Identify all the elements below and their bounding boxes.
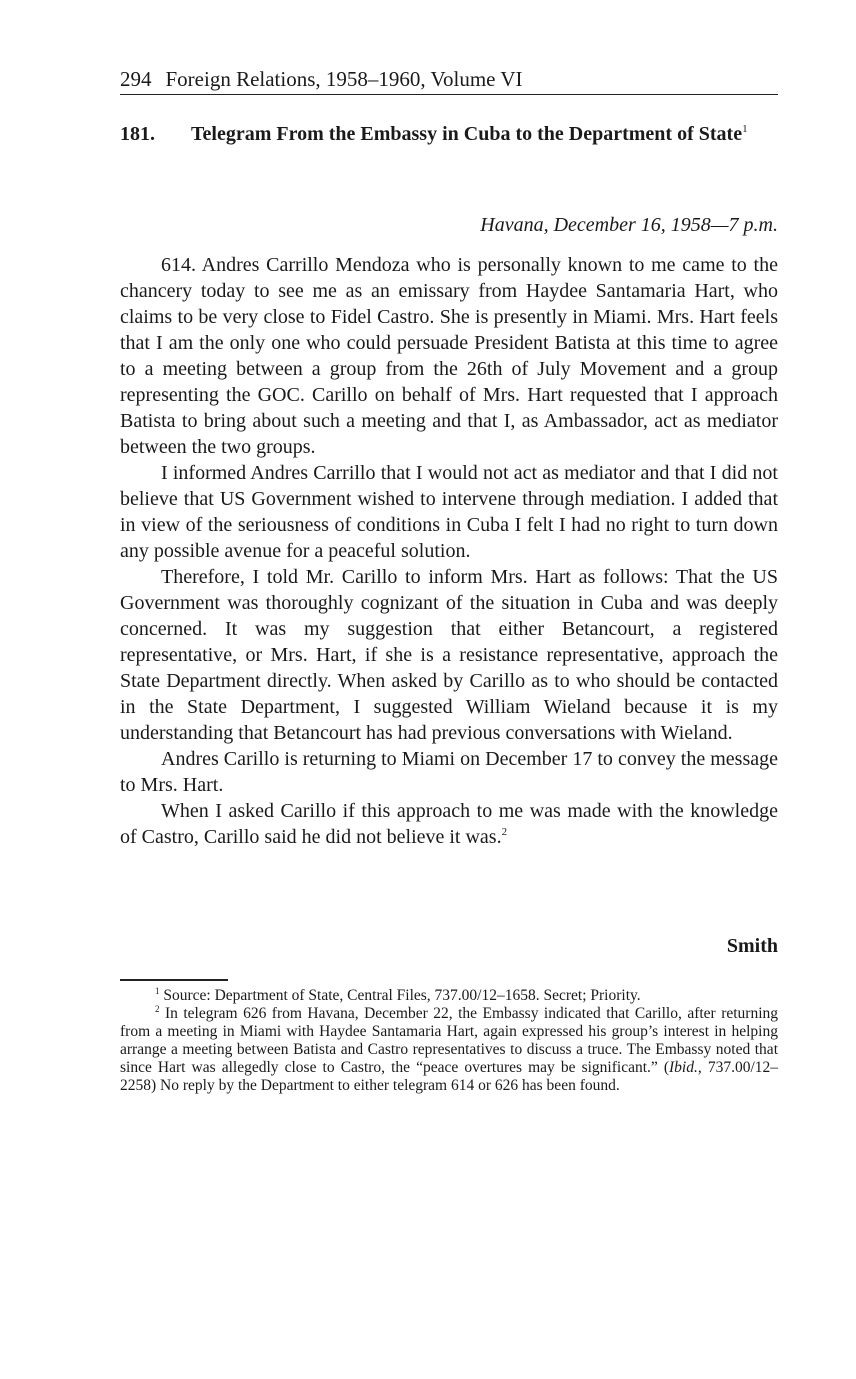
paragraph: Therefore, I told Mr. Carillo to inform Mrs. Hart as follows: That the US Government was thoroughly cognizant of the situation in Cuba and was deeply concerned. It was my suggestion that either Betancourt, a registered representative, or Mrs. Hart, if she is a resistance representative, approach the State Department directly. When asked by Carillo as to who should be contacted in the State Department, I suggested William Wieland because it is my understanding that Betancourt has had previous conversations with Wieland. — [120, 566, 778, 744]
running-head — [120, 66, 778, 95]
paragraph: Andres Carillo is returning to Miami on December 17 to convey the message to Mrs. Hart. — [120, 748, 778, 796]
body-footnote-ref[interactable]: 2 — [501, 826, 508, 838]
footnote-divider — [120, 979, 228, 981]
signature: Smith — [726, 935, 778, 957]
footnote-text: Source: Department of State, Central Files, 737.00/12–1658. Secret; Priority. — [163, 987, 641, 1004]
footnote-2 — [120, 1005, 778, 1095]
document-title — [191, 121, 778, 147]
telegram-body — [120, 252, 778, 850]
paragraph-last — [120, 798, 778, 850]
document-title-text: Telegram From the Embassy in Cuba to the Department of State — [191, 123, 743, 145]
title-footnote-ref[interactable]: 1 — [742, 123, 748, 135]
footnote-marker: 2 — [155, 1004, 160, 1014]
document-heading — [120, 121, 778, 147]
paragraph-text: When I asked Carillo if this approach to me was made with the knowledge of Castro, Carillo said he did not believe it was. — [120, 800, 778, 848]
document-number: 181. — [120, 123, 155, 145]
footnote-text: In telegram 626 from Havana, December 22, the Embassy indicated that Carillo, after returning from a meeting in Miami with Haydee Santamaria Hart, again expressed his group’s interest in helping arrange a meeting between Batista and Castro representatives to discuss a truce. The Embassy noted that since Hart was allegedly close to Castro, the “peace overtures may be significant.” ( — [120, 1005, 779, 1076]
footnote-text-after: , 737.00/12–2258) No reply by the Department to either telegram 614 or 626 has been found. — [120, 1059, 778, 1094]
footnote-1 — [120, 987, 778, 1005]
footnote-italic: Ibid. — [669, 1059, 698, 1076]
page-number: 294 — [120, 67, 152, 91]
footnotes — [120, 987, 778, 1095]
paragraph: I informed Andres Carrillo that I would not act as mediator and that I did not believe that US Government wished to intervene through mediation. I added that in view of the seriousness of conditions in Cuba I felt I had no right to turn down any possible avenue for a peaceful solution. — [120, 462, 778, 562]
volume-title: Foreign Relations, 1958–1960, Volume VI — [165, 67, 523, 91]
paragraph: 614. Andres Carrillo Mendoza who is personally known to me came to the chancery today to see me as an emissary from Haydee Santamaria Hart, who claims to be very close to Fidel Castro. She is presently in Miami. Mrs. Hart feels that I am the only one who could persuade President Batista at this time to agree to a meeting between a group from the 26th of July Movement and a group representing the GOC. Carillo on behalf of Mrs. Hart requested that I approach Batista to bring about such a meeting and that I, as Ambassador, act as mediator between the two groups. — [120, 254, 778, 458]
dateline: Havana, December 16, 1958—7 p.m. — [480, 214, 778, 236]
footnote-marker: 1 — [155, 986, 160, 996]
